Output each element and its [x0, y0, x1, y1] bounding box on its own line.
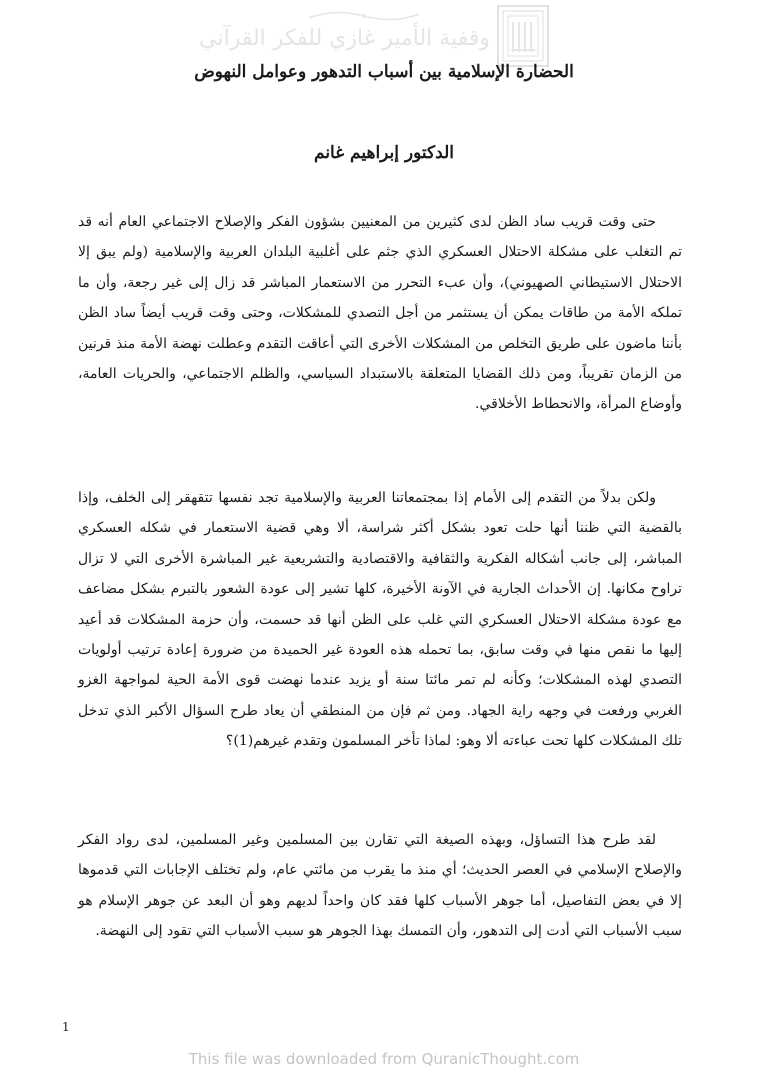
page-number: 1: [62, 1020, 70, 1034]
document-title: الحضارة الإسلامية بين أسباب التدهور وعوامل النهوض: [194, 62, 574, 82]
watermark-text: وقفية الأمير غازي للفكر القرآني: [199, 26, 490, 51]
paragraph: حتى وقت قريب ساد الظن لدى كثيرين من المعنيين بشؤون الفكر والإصلاح الاجتماعي العام أنه قد تم التغلب على مشكلة الاحتلال العسكري الذي جثم على أغلبية البلدان العربية والإسلامية (ولم يبق إلا الاحتلال الاستيطاني الصهيوني)، وأن عبء التحرر من الاستعمار المباشر قد زال إلى غير رجعة، وأن ما تملكه الأمة من طاقات يمكن أن يستثمر من أجل التصدي للمشكلات، وحتى وقت قريب أيضاً ساد الظن بأننا ماضون على طريق التخلص من المشكلات الأخرى التي أعاقت التقدم وعطلت نهضة الأمة منذ قرنين من الزمان تقريباً، ومن ذلك القضايا المتعلقة بالاستبداد السياسي، والظلم الاجتماعي، والحريات العامة، وأوضاع المرأة، والانحطاط الأخلاقي.: [78, 214, 682, 413]
seal-icon: [496, 4, 550, 68]
paragraph: لقد طرح هذا التساؤل، وبهذه الصيغة التي تقارن بين المسلمين وغير المسلمين، لدى رواد الفكر والإصلاح الإسلامي في العصر الحديث؛ أي منذ ما يقرب من مائتي عام، ولم تختلف الإجابات التي قدموها إلا في بعض التفاصيل، أما جوهر الأسباب كلها فقد كان واحداً لديهم وهو أن البعد عن جوهر الإسلام هو سبب الأسباب التي أدت إلى التدهور، وأن التمسك بهذا الجوهر هو سبب الأسباب التي تقود إلى النهضة.: [78, 832, 682, 940]
document-author: الدكتور إبراهيم غانم: [314, 143, 454, 163]
ornament-icon: [304, 8, 424, 24]
download-footer: This file was downloaded from QuranicThought.com: [188, 1050, 580, 1068]
paragraph: ولكن بدلاً من التقدم إلى الأمام إذا بمجتمعاتنا العربية والإسلامية تجد نفسها تتقهقر إلى الخلف، وإذا بالقضية التي ظننا أنها حلت تعود بشكل أكثر شراسة، ألا وهي قضية الاستعمار في شكله العسكري المباشر، إلى جانب أشكاله الفكرية والثقافية والاقتصادية والتشريعية غير المباشرة الأخرى التي لا تزال تراوح مكانها. إن الأحداث الجارية في الآونة الأخيرة، كلها تشير إلى عودة الشعور بالتبرم بشكل مضاعف مع عودة مشكلة الاحتلال العسكري التي غلب على الظن أنها قد حسمت، وأن حزمة المشكلات قد أعيد إليها ما نقص منها في وقت سابق، بما تحمله هذه العودة غير الحميدة من ضرورة إعادة ترتيب أولويات التصدي لهذه المشكلات؛ وكأنه لم تمر مائتا سنة أو يزيد عندما نهضت قوى الأمة الحية لمواجهة الغزو الغربي ورفعت في وجهه راية الجهاد. ومن ثم فإن من المنطقي أن يعاد طرح السؤال الأكبر الذي تدخل تلك المشكلات كلها تحت عباءته ألا وهو: لماذا تأخر المسلمون وتقدم غيرهم(1)؟: [78, 490, 682, 750]
